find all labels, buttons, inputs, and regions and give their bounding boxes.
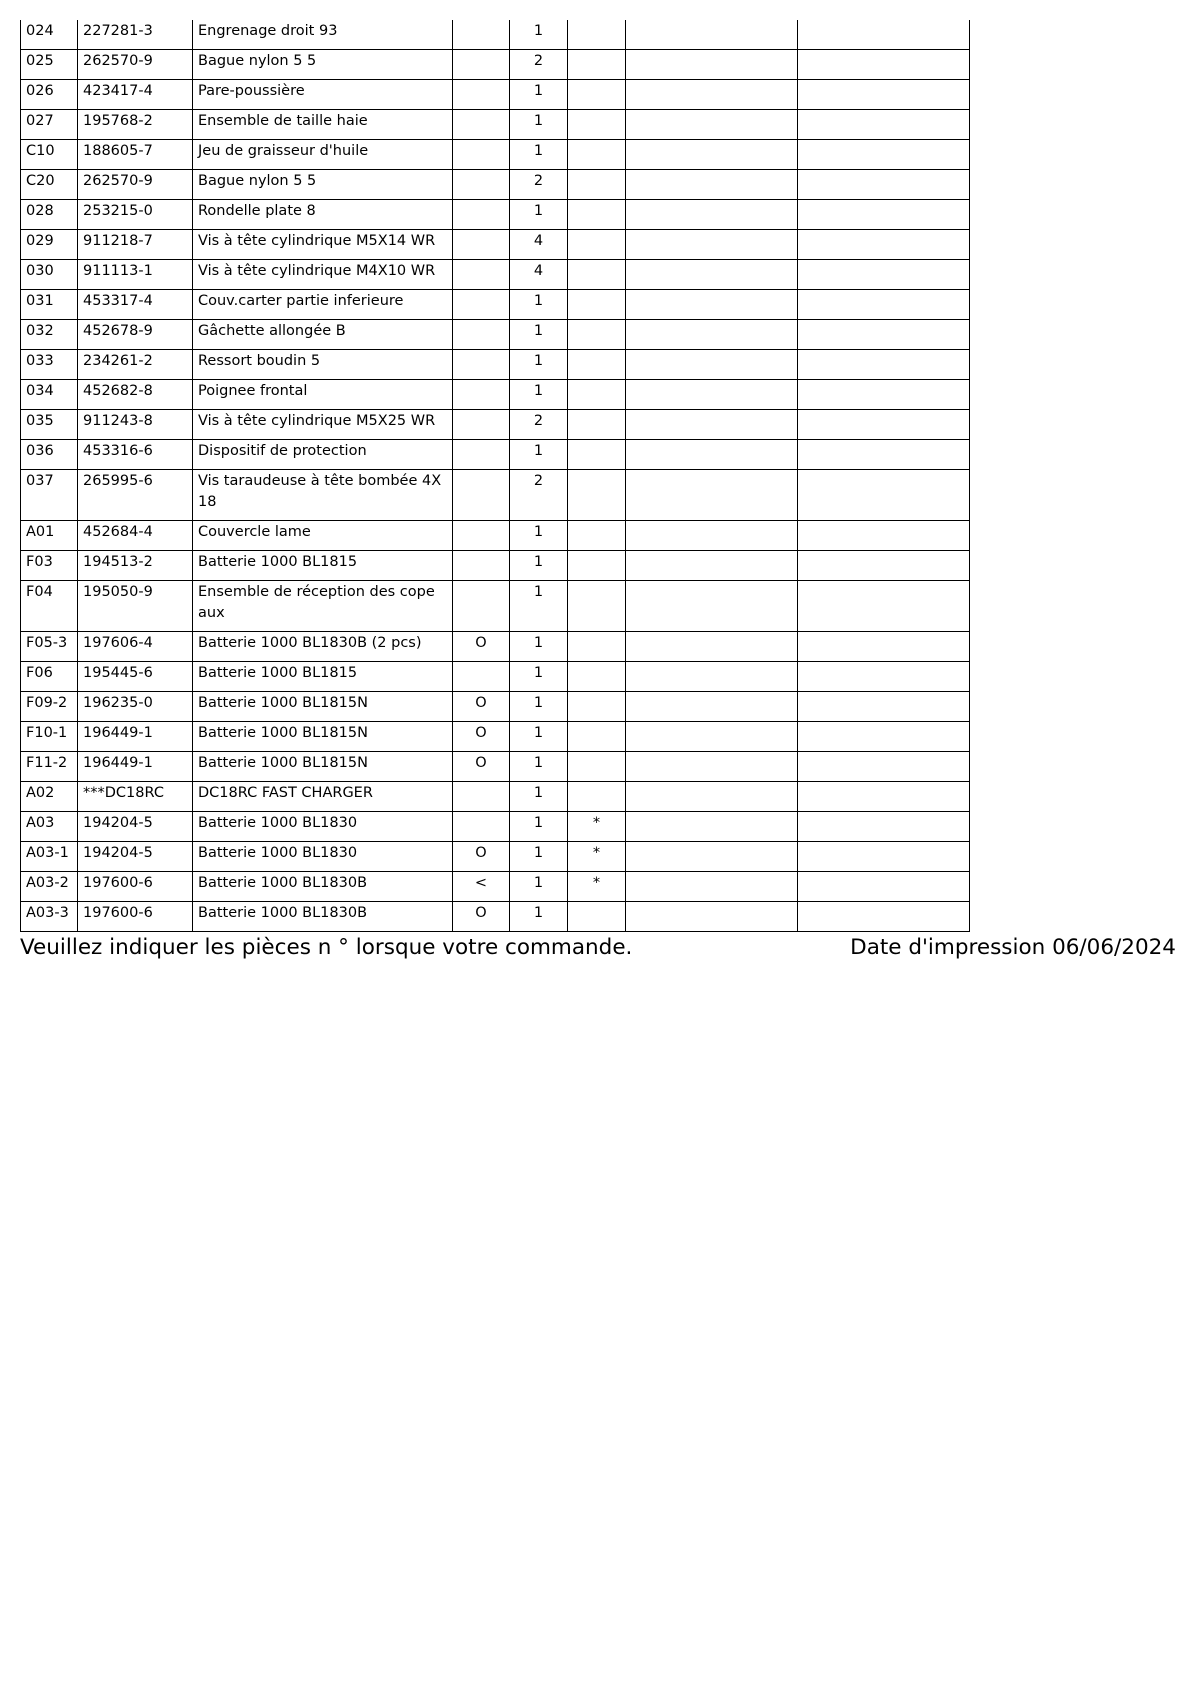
blank-cell xyxy=(798,692,970,722)
mark-cell xyxy=(453,140,510,170)
note-cell xyxy=(568,200,626,230)
mark-cell xyxy=(453,662,510,692)
quantity-cell: 1 xyxy=(510,80,568,110)
item-number-cell: C20 xyxy=(21,170,78,200)
description-cell: Batterie 1000 BL1830B xyxy=(193,902,453,932)
item-number-cell: F11-2 xyxy=(21,752,78,782)
blank-cell xyxy=(626,581,798,632)
part-number-cell: 253215-0 xyxy=(78,200,193,230)
description-cell: Vis à tête cylindrique M5X25 WR xyxy=(193,410,453,440)
blank-cell xyxy=(626,872,798,902)
table-row xyxy=(21,320,970,350)
item-number-cell: 024 xyxy=(21,20,78,50)
table-row xyxy=(21,581,970,632)
note-cell xyxy=(568,902,626,932)
blank-cell xyxy=(798,350,970,380)
mark-cell xyxy=(453,812,510,842)
blank-cell xyxy=(626,440,798,470)
blank-cell xyxy=(798,872,970,902)
quantity-cell: 1 xyxy=(510,440,568,470)
item-number-cell: A01 xyxy=(21,521,78,551)
table-row xyxy=(21,722,970,752)
item-number-cell: 030 xyxy=(21,260,78,290)
description-cell: Bague nylon 5 5 xyxy=(193,50,453,80)
note-cell xyxy=(568,722,626,752)
description-cell: Rondelle plate 8 xyxy=(193,200,453,230)
description-cell: Ensemble de taille haie xyxy=(193,110,453,140)
description-cell: Dispositif de protection xyxy=(193,440,453,470)
description-cell: Pare-poussière xyxy=(193,80,453,110)
quantity-cell: 1 xyxy=(510,722,568,752)
mark-cell: < xyxy=(453,872,510,902)
mark-cell xyxy=(453,581,510,632)
note-cell xyxy=(568,662,626,692)
note-cell: * xyxy=(568,812,626,842)
part-number-cell: 911113-1 xyxy=(78,260,193,290)
mark-cell: O xyxy=(453,902,510,932)
note-cell xyxy=(568,440,626,470)
mark-cell: O xyxy=(453,752,510,782)
part-number-cell: 911218-7 xyxy=(78,230,193,260)
part-number-cell: 423417-4 xyxy=(78,80,193,110)
blank-cell xyxy=(798,290,970,320)
part-number-cell: 195768-2 xyxy=(78,110,193,140)
table-row xyxy=(21,440,970,470)
part-number-cell: ***DC18RC xyxy=(78,782,193,812)
note-cell xyxy=(568,80,626,110)
blank-cell xyxy=(798,170,970,200)
description-cell: Ensemble de réception des cope aux xyxy=(193,581,453,632)
note-cell xyxy=(568,50,626,80)
note-cell xyxy=(568,581,626,632)
quantity-cell: 1 xyxy=(510,812,568,842)
mark-cell xyxy=(453,380,510,410)
mark-cell xyxy=(453,170,510,200)
quantity-cell: 1 xyxy=(510,521,568,551)
blank-cell xyxy=(798,662,970,692)
table-row xyxy=(21,902,970,932)
quantity-cell: 1 xyxy=(510,380,568,410)
blank-cell xyxy=(626,842,798,872)
note-cell xyxy=(568,320,626,350)
item-number-cell: F10-1 xyxy=(21,722,78,752)
part-number-cell: 453316-6 xyxy=(78,440,193,470)
blank-cell xyxy=(626,410,798,440)
description-cell: Vis à tête cylindrique M4X10 WR xyxy=(193,260,453,290)
table-row xyxy=(21,350,970,380)
part-number-cell: 196449-1 xyxy=(78,752,193,782)
item-number-cell: F04 xyxy=(21,581,78,632)
mark-cell xyxy=(453,410,510,440)
part-number-cell: 196449-1 xyxy=(78,722,193,752)
table-row xyxy=(21,170,970,200)
table-row xyxy=(21,410,970,440)
description-cell: Couv.carter partie inferieure xyxy=(193,290,453,320)
table-row xyxy=(21,200,970,230)
order-instruction: Veuillez indiquer les pièces n ° lorsque votre commande. xyxy=(20,935,633,960)
table-row xyxy=(21,50,970,80)
item-number-cell: F03 xyxy=(21,551,78,581)
blank-cell xyxy=(798,632,970,662)
description-cell: DC18RC FAST CHARGER xyxy=(193,782,453,812)
quantity-cell: 1 xyxy=(510,140,568,170)
blank-cell xyxy=(626,662,798,692)
quantity-cell: 1 xyxy=(510,320,568,350)
description-cell: Batterie 1000 BL1815N xyxy=(193,722,453,752)
table-row xyxy=(21,551,970,581)
item-number-cell: 025 xyxy=(21,50,78,80)
description-cell: Ressort boudin 5 xyxy=(193,350,453,380)
blank-cell xyxy=(798,440,970,470)
blank-cell xyxy=(798,140,970,170)
description-cell: Vis à tête cylindrique M5X14 WR xyxy=(193,230,453,260)
blank-cell xyxy=(798,110,970,140)
part-number-cell: 452684-4 xyxy=(78,521,193,551)
blank-cell xyxy=(798,470,970,521)
description-cell: Engrenage droit 93 xyxy=(193,20,453,50)
quantity-cell: 1 xyxy=(510,662,568,692)
quantity-cell: 1 xyxy=(510,20,568,50)
part-number-cell: 234261-2 xyxy=(78,350,193,380)
mark-cell: O xyxy=(453,842,510,872)
item-number-cell: 037 xyxy=(21,470,78,521)
blank-cell xyxy=(798,842,970,872)
part-number-cell: 197606-4 xyxy=(78,632,193,662)
table-row xyxy=(21,140,970,170)
part-number-cell: 197600-6 xyxy=(78,872,193,902)
blank-cell xyxy=(626,230,798,260)
blank-cell xyxy=(626,782,798,812)
quantity-cell: 1 xyxy=(510,902,568,932)
table-row xyxy=(21,872,970,902)
table-row xyxy=(21,692,970,722)
note-cell xyxy=(568,230,626,260)
quantity-cell: 2 xyxy=(510,410,568,440)
quantity-cell: 4 xyxy=(510,260,568,290)
table-row xyxy=(21,230,970,260)
blank-cell xyxy=(798,782,970,812)
item-number-cell: A03-2 xyxy=(21,872,78,902)
quantity-cell: 1 xyxy=(510,581,568,632)
table-row xyxy=(21,662,970,692)
part-number-cell: 188605-7 xyxy=(78,140,193,170)
blank-cell xyxy=(626,200,798,230)
mark-cell: O xyxy=(453,692,510,722)
item-number-cell: 033 xyxy=(21,350,78,380)
quantity-cell: 1 xyxy=(510,200,568,230)
quantity-cell: 2 xyxy=(510,470,568,521)
part-number-cell: 452678-9 xyxy=(78,320,193,350)
blank-cell xyxy=(798,380,970,410)
description-cell: Bague nylon 5 5 xyxy=(193,170,453,200)
blank-cell xyxy=(798,230,970,260)
mark-cell xyxy=(453,80,510,110)
part-number-cell: 262570-9 xyxy=(78,50,193,80)
description-cell: Couvercle lame xyxy=(193,521,453,551)
blank-cell xyxy=(626,80,798,110)
blank-cell xyxy=(626,692,798,722)
quantity-cell: 1 xyxy=(510,110,568,140)
blank-cell xyxy=(626,50,798,80)
quantity-cell: 4 xyxy=(510,230,568,260)
quantity-cell: 1 xyxy=(510,872,568,902)
mark-cell xyxy=(453,440,510,470)
blank-cell xyxy=(626,140,798,170)
quantity-cell: 1 xyxy=(510,752,568,782)
note-cell xyxy=(568,470,626,521)
item-number-cell: A02 xyxy=(21,782,78,812)
table-row xyxy=(21,290,970,320)
mark-cell xyxy=(453,782,510,812)
description-cell: Batterie 1000 BL1830 xyxy=(193,842,453,872)
blank-cell xyxy=(798,722,970,752)
mark-cell xyxy=(453,551,510,581)
mark-cell xyxy=(453,350,510,380)
description-cell: Batterie 1000 BL1815N xyxy=(193,692,453,722)
note-cell xyxy=(568,782,626,812)
item-number-cell: A03 xyxy=(21,812,78,842)
blank-cell xyxy=(626,20,798,50)
mark-cell xyxy=(453,50,510,80)
note-cell xyxy=(568,380,626,410)
item-number-cell: 028 xyxy=(21,200,78,230)
item-number-cell: C10 xyxy=(21,140,78,170)
part-number-cell: 196235-0 xyxy=(78,692,193,722)
table-row xyxy=(21,260,970,290)
table-row xyxy=(21,752,970,782)
note-cell xyxy=(568,290,626,320)
blank-cell xyxy=(798,752,970,782)
blank-cell xyxy=(626,110,798,140)
blank-cell xyxy=(798,20,970,50)
blank-cell xyxy=(626,260,798,290)
part-number-cell: 262570-9 xyxy=(78,170,193,200)
part-number-cell: 911243-8 xyxy=(78,410,193,440)
blank-cell xyxy=(626,320,798,350)
item-number-cell: 029 xyxy=(21,230,78,260)
mark-cell xyxy=(453,470,510,521)
blank-cell xyxy=(798,551,970,581)
note-cell xyxy=(568,551,626,581)
item-number-cell: 031 xyxy=(21,290,78,320)
mark-cell: O xyxy=(453,722,510,752)
description-cell: Batterie 1000 BL1830 xyxy=(193,812,453,842)
blank-cell xyxy=(626,470,798,521)
quantity-cell: 1 xyxy=(510,551,568,581)
blank-cell xyxy=(626,551,798,581)
item-number-cell: F05-3 xyxy=(21,632,78,662)
description-cell: Batterie 1000 BL1815 xyxy=(193,551,453,581)
mark-cell xyxy=(453,200,510,230)
note-cell: * xyxy=(568,872,626,902)
description-cell: Gâchette allongée B xyxy=(193,320,453,350)
note-cell xyxy=(568,521,626,551)
description-cell: Jeu de graisseur d'huile xyxy=(193,140,453,170)
note-cell xyxy=(568,350,626,380)
part-number-cell: 194513-2 xyxy=(78,551,193,581)
note-cell xyxy=(568,632,626,662)
description-cell: Batterie 1000 BL1815 xyxy=(193,662,453,692)
quantity-cell: 2 xyxy=(510,170,568,200)
quantity-cell: 1 xyxy=(510,632,568,662)
blank-cell xyxy=(626,722,798,752)
blank-cell xyxy=(798,50,970,80)
blank-cell xyxy=(798,260,970,290)
parts-table-body xyxy=(21,20,970,932)
note-cell xyxy=(568,170,626,200)
mark-cell xyxy=(453,260,510,290)
blank-cell xyxy=(626,170,798,200)
mark-cell xyxy=(453,20,510,50)
note-cell xyxy=(568,140,626,170)
note-cell xyxy=(568,752,626,782)
quantity-cell: 1 xyxy=(510,692,568,722)
part-number-cell: 194204-5 xyxy=(78,842,193,872)
blank-cell xyxy=(798,812,970,842)
item-number-cell: 026 xyxy=(21,80,78,110)
item-number-cell: 032 xyxy=(21,320,78,350)
item-number-cell: A03-1 xyxy=(21,842,78,872)
blank-cell xyxy=(798,521,970,551)
note-cell xyxy=(568,260,626,290)
table-row xyxy=(21,632,970,662)
parts-table xyxy=(20,20,970,932)
item-number-cell: 034 xyxy=(21,380,78,410)
print-date: Date d'impression 06/06/2024 xyxy=(850,935,1176,960)
table-row xyxy=(21,20,970,50)
blank-cell xyxy=(798,902,970,932)
mark-cell xyxy=(453,110,510,140)
blank-cell xyxy=(798,80,970,110)
mark-cell: O xyxy=(453,632,510,662)
blank-cell xyxy=(798,320,970,350)
note-cell xyxy=(568,692,626,722)
description-cell: Vis taraudeuse à tête bombée 4X 18 xyxy=(193,470,453,521)
mark-cell xyxy=(453,290,510,320)
description-cell: Batterie 1000 BL1830B (2 pcs) xyxy=(193,632,453,662)
table-row xyxy=(21,521,970,551)
item-number-cell: F09-2 xyxy=(21,692,78,722)
item-number-cell: F06 xyxy=(21,662,78,692)
blank-cell xyxy=(626,632,798,662)
quantity-cell: 2 xyxy=(510,50,568,80)
quantity-cell: 1 xyxy=(510,782,568,812)
quantity-cell: 1 xyxy=(510,350,568,380)
blank-cell xyxy=(798,200,970,230)
table-row xyxy=(21,470,970,521)
table-row xyxy=(21,80,970,110)
item-number-cell: 036 xyxy=(21,440,78,470)
quantity-cell: 1 xyxy=(510,842,568,872)
table-row xyxy=(21,812,970,842)
note-cell: * xyxy=(568,842,626,872)
part-number-cell: 265995-6 xyxy=(78,470,193,521)
table-row xyxy=(21,842,970,872)
item-number-cell: 027 xyxy=(21,110,78,140)
table-row xyxy=(21,110,970,140)
note-cell xyxy=(568,410,626,440)
mark-cell xyxy=(453,521,510,551)
item-number-cell: A03-3 xyxy=(21,902,78,932)
description-cell: Batterie 1000 BL1830B xyxy=(193,872,453,902)
part-number-cell: 227281-3 xyxy=(78,20,193,50)
item-number-cell: 035 xyxy=(21,410,78,440)
description-cell: Batterie 1000 BL1815N xyxy=(193,752,453,782)
part-number-cell: 195050-9 xyxy=(78,581,193,632)
blank-cell xyxy=(626,812,798,842)
blank-cell xyxy=(798,581,970,632)
note-cell xyxy=(568,110,626,140)
blank-cell xyxy=(626,290,798,320)
mark-cell xyxy=(453,230,510,260)
part-number-cell: 452682-8 xyxy=(78,380,193,410)
blank-cell xyxy=(626,350,798,380)
blank-cell xyxy=(798,410,970,440)
note-cell xyxy=(568,20,626,50)
quantity-cell: 1 xyxy=(510,290,568,320)
table-row xyxy=(21,380,970,410)
blank-cell xyxy=(626,380,798,410)
part-number-cell: 195445-6 xyxy=(78,662,193,692)
part-number-cell: 453317-4 xyxy=(78,290,193,320)
part-number-cell: 197600-6 xyxy=(78,902,193,932)
part-number-cell: 194204-5 xyxy=(78,812,193,842)
blank-cell xyxy=(626,521,798,551)
description-cell: Poignee frontal xyxy=(193,380,453,410)
blank-cell xyxy=(626,752,798,782)
mark-cell xyxy=(453,320,510,350)
blank-cell xyxy=(626,902,798,932)
table-row xyxy=(21,782,970,812)
